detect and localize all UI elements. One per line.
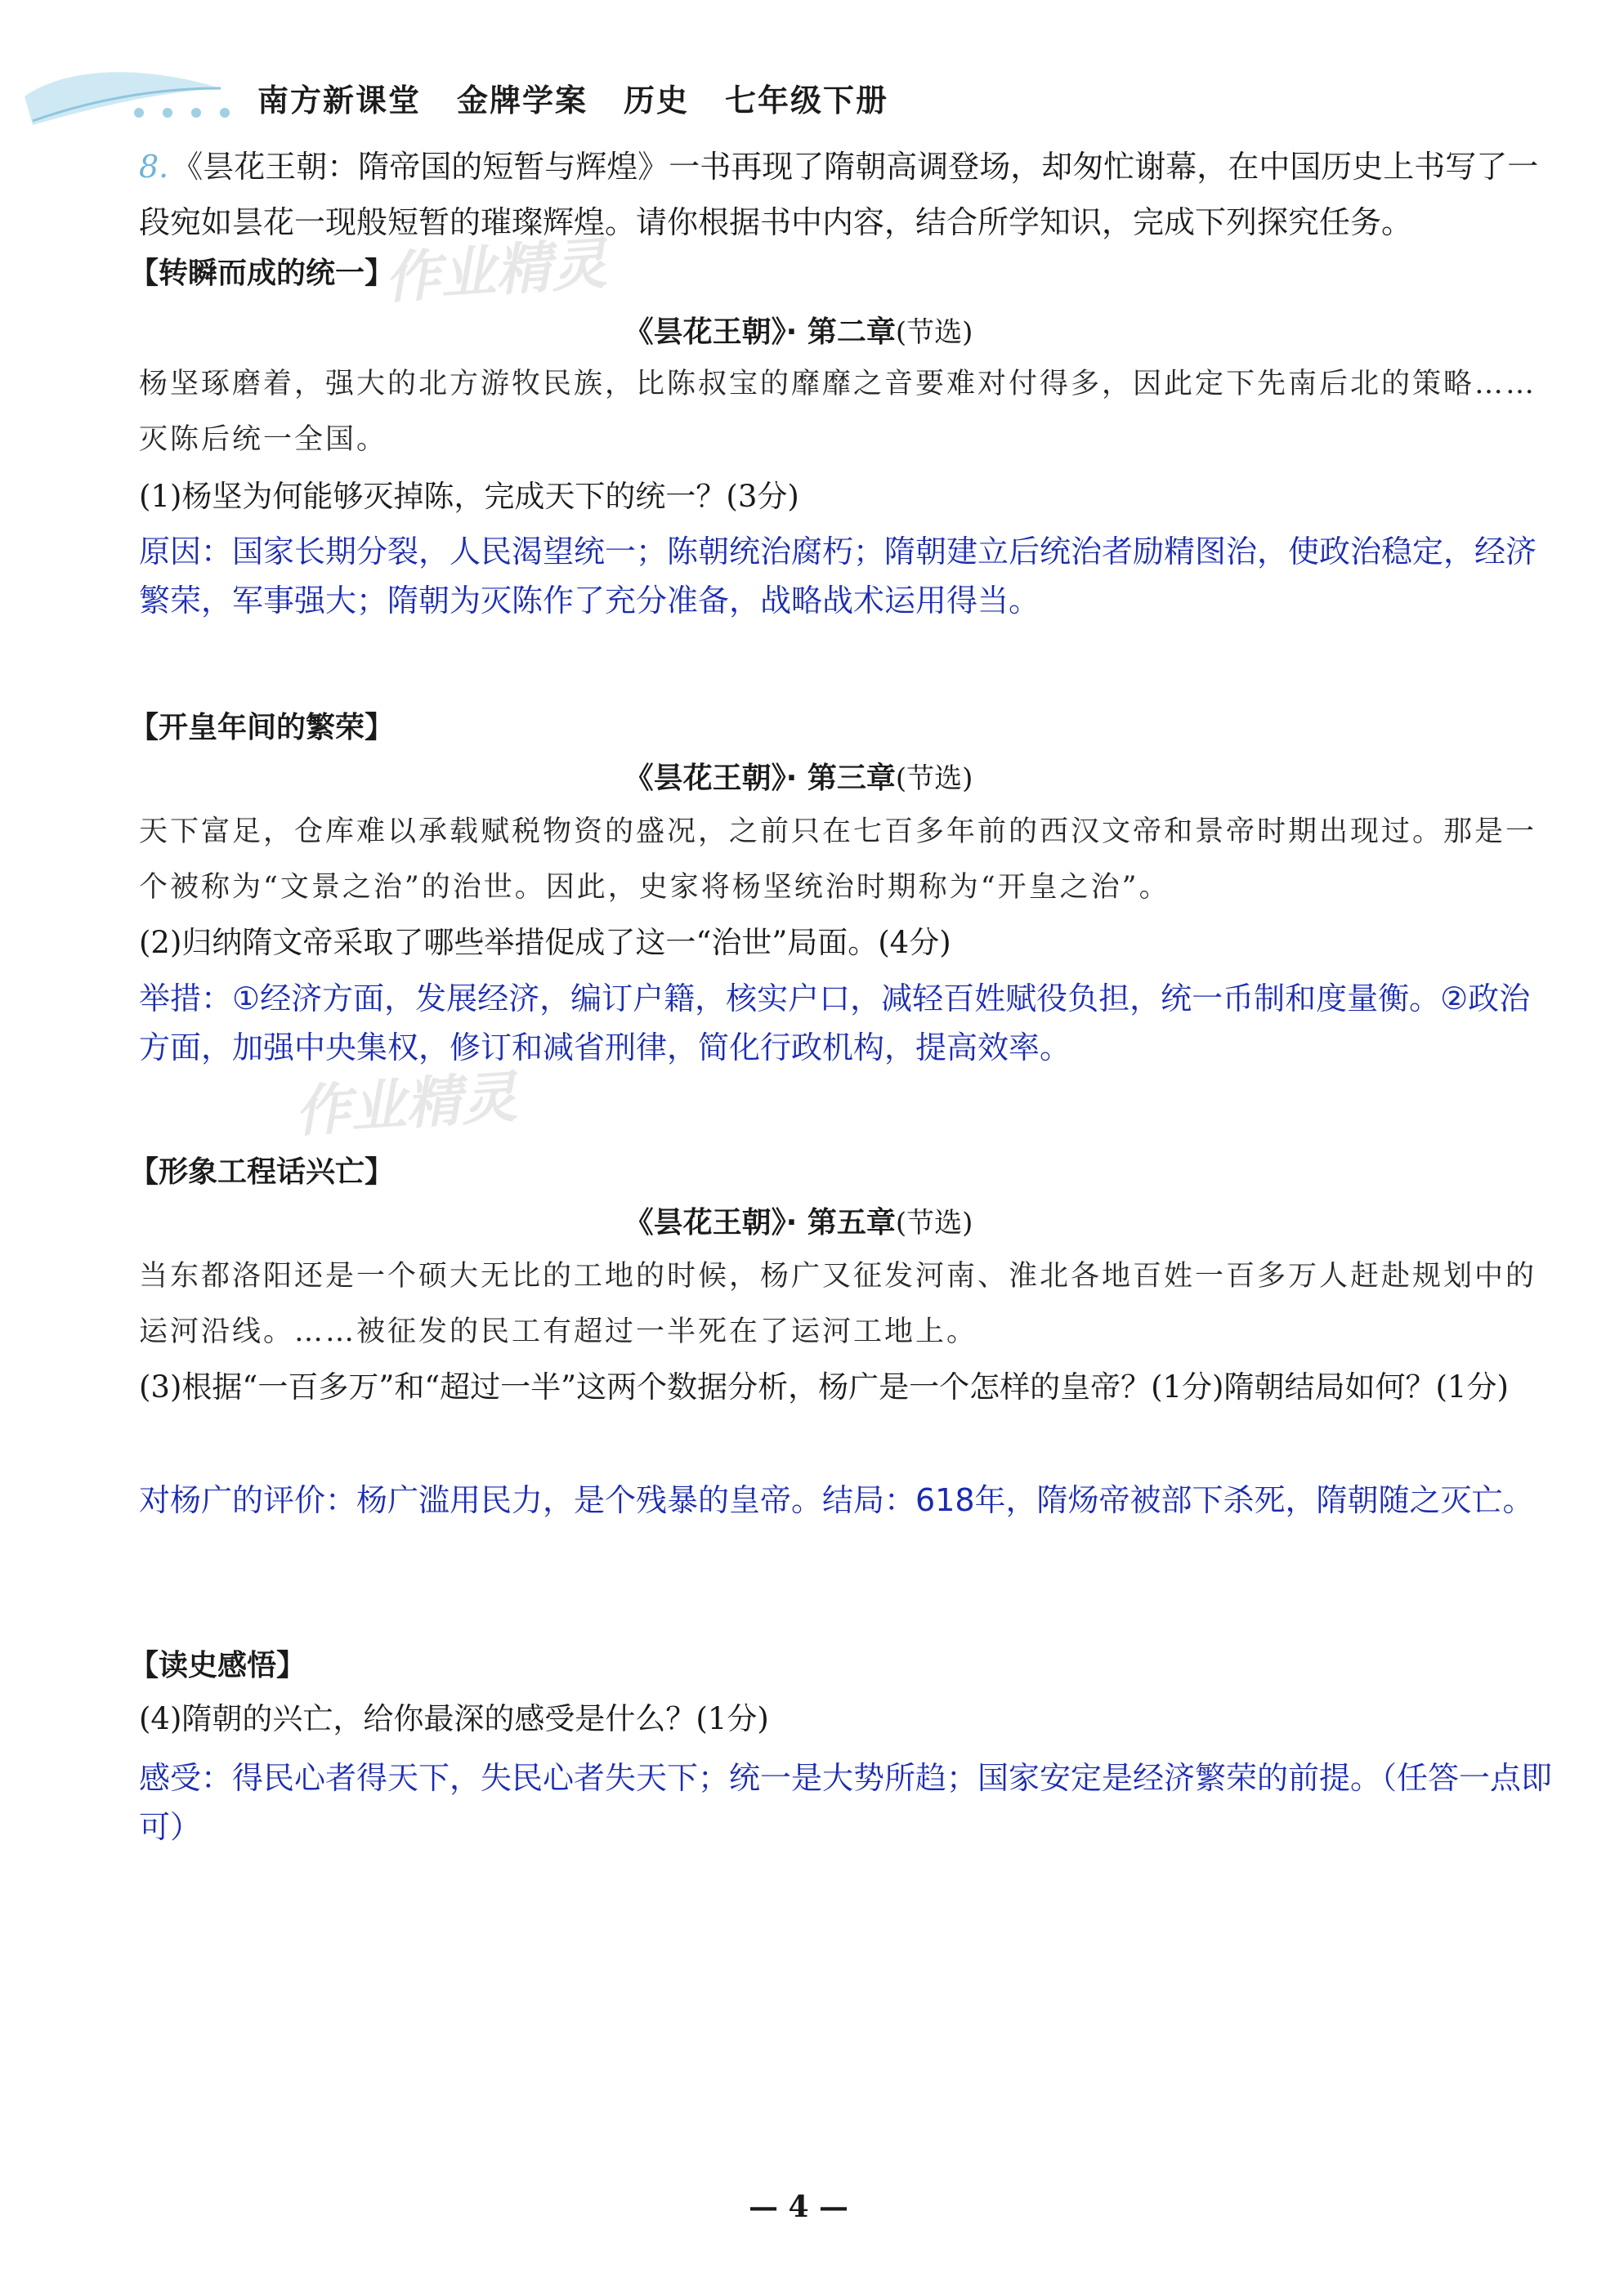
excerpt-chapter-5: 当东都洛阳还是一个硕大无比的工地的时候，杨广又征发河南、淮北各地百姓一百多万人赶赴规划中的运河沿线。……被征发的民工有超过一半死在了运河工地上。 [139,1260,1537,1348]
chapter-title-2 [0,309,1597,351]
answer-4: 感受：得民心者得天下，失民心者失天下；统一是大势所趋；国家安定是经济繁荣的前提。（任答一点即可） [139,1760,1553,1845]
book-name: 金牌学案 [457,83,588,118]
answer-2: 举措：①经济方面，发展经济，编订户籍，核实户口，减轻百姓赋役负担，统一币制和度量衡。②政治方面，加强中央集权，修订和减省刑律，简化行政机构，提高效率。 [139,980,1531,1065]
chapter-note: (节选) [895,316,973,349]
section-heading-unification: 【转瞬而成的统一】 [129,257,395,290]
grade-name: 七年级下册 [725,83,889,118]
chapter-title-text: 《昙花王朝》· 第五章 [624,1206,896,1240]
answer-1: 原因：国家长期分裂，人民渴望统一；陈朝统治腐朽；隋朝建立后统治者励精图治，使政治稳定，经济繁荣，军事强大；隋朝为灭陈作了充分准备，战略战术运用得当。 [139,534,1537,619]
chapter-note: (节选) [895,762,973,795]
series-name: 南方新课堂 [257,83,422,118]
chapter-title-text: 《昙花王朝》· 第三章 [624,762,896,795]
watermark: 作业精灵 [382,231,609,312]
section-heading-prosperity: 【开皇年间的繁荣】 [129,711,395,744]
question-intro-text: 《昙花王朝：隋帝国的短暂与辉煌》一书再现了隋朝高调登场，却匆忙谢幕，在中国历史上书写了一段宛如昙花一现般短暂的璀璨辉煌。请你根据书中内容，结合所学知识，完成下列探究任务。 [139,149,1539,240]
answer-3: 对杨广的评价：杨广滥用民力，是个残暴的皇帝。结局：618年，隋炀帝被部下杀死，隋朝随之灭亡。 [139,1482,1534,1518]
sub-question-3: (3)根据“一百多万”和“超过一半”这两个数据分析，杨广是一个怎样的皇帝？(1分)隋朝结局如何？(1分) [139,1369,1509,1405]
sub-question-1: (1)杨坚为何能够灭掉陈，完成天下的统一？(3分) [139,479,799,514]
watermark: 作业精灵 [292,1065,519,1146]
header-title [257,75,924,120]
page-header [16,57,997,139]
excerpt-chapter-3: 天下富足，仓库难以承载赋税物资的盛况，之前只在七百多年前的西汉文帝和景帝时期出现过。那是一个被称为“文景之治”的治世。因此，史家将杨坚统治时期称为“开皇之治”。 [139,815,1537,904]
section-heading-reflection: 【读史感悟】 [129,1649,306,1682]
sub-question-2: (2)归纳隋文帝采取了哪些举措促成了这一“治世”局面。(4分) [139,925,951,960]
section-heading-rise-fall: 【形象工程话兴亡】 [129,1155,395,1189]
chapter-title-text: 《昙花王朝》· 第二章 [624,315,896,349]
page-number: — 4 — [748,2190,849,2224]
chapter-title-5 [0,1199,1597,1241]
quill-logo-icon [16,64,245,137]
question-intro [139,139,1561,250]
chapter-note: (节选) [895,1207,973,1240]
sub-question-4: (4)隋朝的兴亡，给你最深的感受是什么？(1分) [139,1701,769,1736]
excerpt-chapter-2: 杨坚琢磨着，强大的北方游牧民族，比陈叔宝的靡靡之音要难对付得多，因此定下先南后北的策略……灭陈后统一全国。 [139,368,1537,456]
question-number: 8. [139,149,169,185]
chapter-title-3 [0,755,1597,797]
subject-name: 历史 [624,83,690,118]
